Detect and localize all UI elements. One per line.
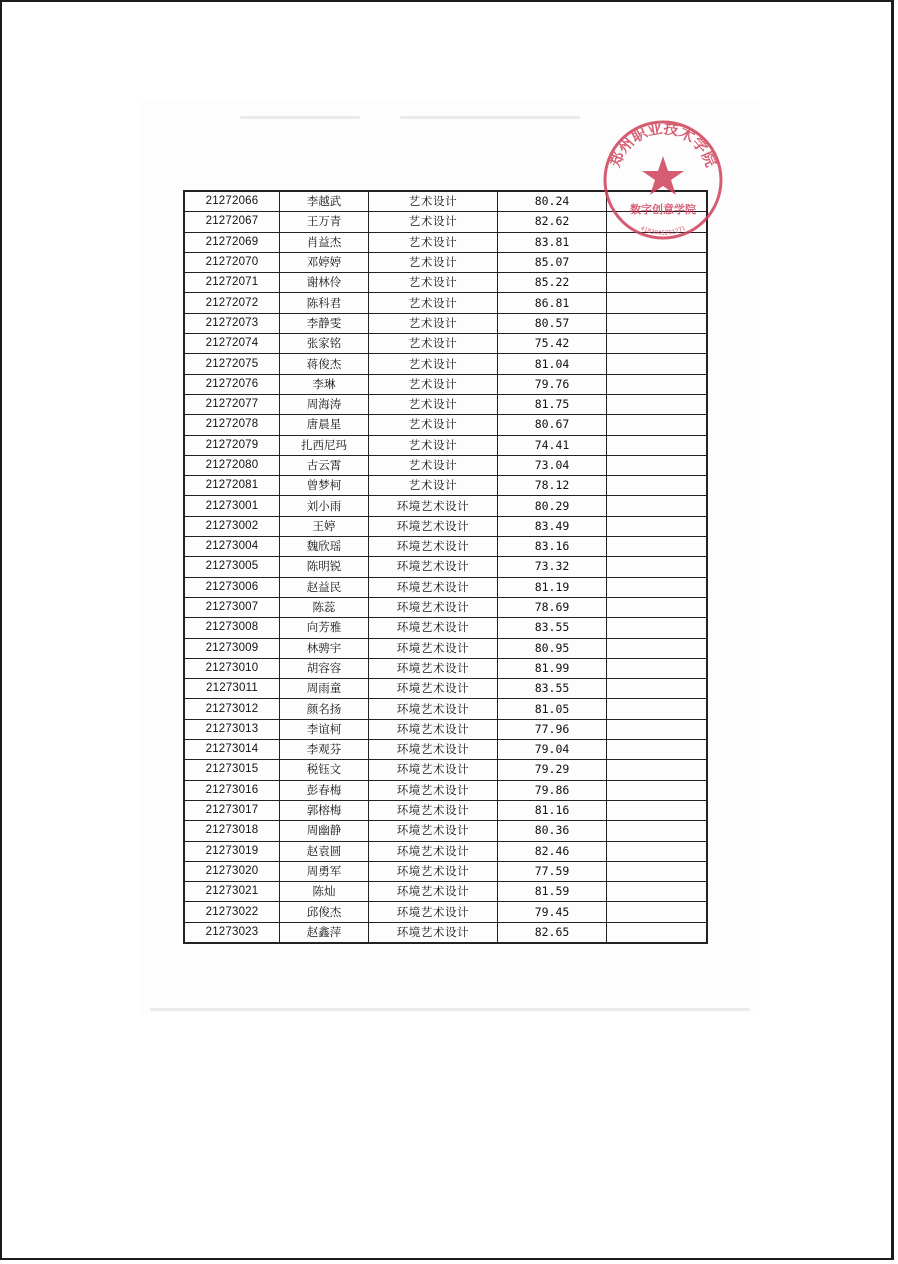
student-name-cell: 陈科君 <box>280 293 369 313</box>
major-cell: 环境艺术设计 <box>369 679 498 699</box>
remark-cell <box>607 313 708 333</box>
seal-dept-name: 数字创意学院 <box>630 203 696 216</box>
major-cell: 环境艺术设计 <box>369 882 498 902</box>
student-name-cell: 古云霄 <box>280 455 369 475</box>
seal-org-name: 郑州职业技术学院 <box>605 119 721 170</box>
student-id-cell: 21272070 <box>184 252 280 272</box>
student-id-cell: 21272066 <box>184 191 280 212</box>
student-id-cell: 21273021 <box>184 882 280 902</box>
student-id-cell: 21273023 <box>184 922 280 943</box>
score-cell: 81.75 <box>498 394 607 414</box>
score-cell: 85.07 <box>498 252 607 272</box>
remark-cell <box>607 334 708 354</box>
student-id-cell: 21273001 <box>184 496 280 516</box>
student-name-cell: 李琳 <box>280 374 369 394</box>
student-name-cell: 魏欣瑶 <box>280 537 369 557</box>
student-name-cell: 邓婷婷 <box>280 252 369 272</box>
table-row <box>184 618 707 638</box>
major-cell: 艺术设计 <box>369 435 498 455</box>
remark-cell <box>607 476 708 496</box>
score-cell: 74.41 <box>498 435 607 455</box>
remark-cell <box>607 374 708 394</box>
grade-table <box>183 190 708 944</box>
score-cell: 79.76 <box>498 374 607 394</box>
remark-cell <box>607 780 708 800</box>
student-id-cell: 21273010 <box>184 658 280 678</box>
student-name-cell: 向芳雅 <box>280 618 369 638</box>
table-row <box>184 334 707 354</box>
student-id-cell: 21273009 <box>184 638 280 658</box>
major-cell: 环境艺术设计 <box>369 557 498 577</box>
table-row <box>184 496 707 516</box>
major-cell: 环境艺术设计 <box>369 861 498 881</box>
major-cell: 艺术设计 <box>369 252 498 272</box>
major-cell: 艺术设计 <box>369 394 498 414</box>
student-name-cell: 曾梦柯 <box>280 476 369 496</box>
student-id-cell: 21272081 <box>184 476 280 496</box>
student-id-cell: 21272072 <box>184 293 280 313</box>
score-cell: 81.16 <box>498 800 607 820</box>
remark-cell <box>607 597 708 617</box>
scan-smudge <box>150 1008 750 1011</box>
score-cell: 81.19 <box>498 577 607 597</box>
major-cell: 环境艺术设计 <box>369 618 498 638</box>
major-cell: 环境艺术设计 <box>369 800 498 820</box>
student-name-cell: 周海涛 <box>280 394 369 414</box>
table-row <box>184 415 707 435</box>
table-row <box>184 861 707 881</box>
table-row <box>184 740 707 760</box>
student-id-cell: 21273005 <box>184 557 280 577</box>
table-row <box>184 658 707 678</box>
remark-cell <box>607 922 708 943</box>
score-cell: 81.05 <box>498 699 607 719</box>
remark-cell <box>607 557 708 577</box>
major-cell: 环境艺术设计 <box>369 699 498 719</box>
table-row <box>184 394 707 414</box>
remark-cell <box>607 760 708 780</box>
table-row <box>184 516 707 536</box>
major-cell: 环境艺术设计 <box>369 841 498 861</box>
student-name-cell: 赵袁圆 <box>280 841 369 861</box>
table-row <box>184 435 707 455</box>
table-row <box>184 374 707 394</box>
table-row <box>184 760 707 780</box>
score-cell: 86.81 <box>498 293 607 313</box>
table-row <box>184 537 707 557</box>
remark-cell <box>607 740 708 760</box>
student-name-cell: 扎西尼玛 <box>280 435 369 455</box>
score-cell: 85.22 <box>498 273 607 293</box>
score-cell: 79.04 <box>498 740 607 760</box>
major-cell: 艺术设计 <box>369 334 498 354</box>
student-id-cell: 21272076 <box>184 374 280 394</box>
student-id-cell: 21272080 <box>184 455 280 475</box>
table-row <box>184 638 707 658</box>
score-cell: 82.46 <box>498 841 607 861</box>
major-cell: 艺术设计 <box>369 191 498 212</box>
major-cell: 环境艺术设计 <box>369 577 498 597</box>
table-row <box>184 719 707 739</box>
grade-table-body <box>184 191 707 943</box>
remark-cell <box>607 577 708 597</box>
remark-cell <box>607 821 708 841</box>
student-name-cell: 肖益杰 <box>280 232 369 252</box>
student-name-cell: 李越武 <box>280 191 369 212</box>
remark-cell <box>607 719 708 739</box>
major-cell: 艺术设计 <box>369 415 498 435</box>
score-cell: 83.55 <box>498 679 607 699</box>
student-name-cell: 陈明锐 <box>280 557 369 577</box>
remark-cell <box>607 800 708 820</box>
student-name-cell: 谢林伶 <box>280 273 369 293</box>
major-cell: 环境艺术设计 <box>369 638 498 658</box>
score-cell: 82.65 <box>498 922 607 943</box>
student-id-cell: 21272069 <box>184 232 280 252</box>
score-cell: 80.57 <box>498 313 607 333</box>
score-cell: 80.29 <box>498 496 607 516</box>
student-id-cell: 21272079 <box>184 435 280 455</box>
major-cell: 环境艺术设计 <box>369 780 498 800</box>
remark-cell <box>607 537 708 557</box>
remark-cell <box>607 455 708 475</box>
student-name-cell: 王婷 <box>280 516 369 536</box>
score-cell: 82.62 <box>498 212 607 232</box>
score-cell: 73.32 <box>498 557 607 577</box>
score-cell: 83.49 <box>498 516 607 536</box>
student-id-cell: 21272077 <box>184 394 280 414</box>
remark-cell <box>607 658 708 678</box>
student-id-cell: 21273014 <box>184 740 280 760</box>
table-row <box>184 699 707 719</box>
score-cell: 77.59 <box>498 861 607 881</box>
table-row <box>184 354 707 374</box>
table-row <box>184 800 707 820</box>
scan-smudge <box>400 116 580 119</box>
student-id-cell: 21273018 <box>184 821 280 841</box>
remark-cell <box>607 882 708 902</box>
major-cell: 艺术设计 <box>369 313 498 333</box>
student-id-cell: 21273016 <box>184 780 280 800</box>
table-row <box>184 455 707 475</box>
student-id-cell: 21273015 <box>184 760 280 780</box>
student-name-cell: 李静雯 <box>280 313 369 333</box>
table-row <box>184 882 707 902</box>
remark-cell <box>607 191 708 212</box>
major-cell: 环境艺术设计 <box>369 597 498 617</box>
student-id-cell: 21273017 <box>184 800 280 820</box>
remark-cell <box>607 679 708 699</box>
table-row <box>184 273 707 293</box>
remark-cell <box>607 516 708 536</box>
remark-cell <box>607 415 708 435</box>
major-cell: 环境艺术设计 <box>369 537 498 557</box>
student-id-cell: 21272078 <box>184 415 280 435</box>
remark-cell <box>607 861 708 881</box>
student-name-cell: 郭榕梅 <box>280 800 369 820</box>
score-cell: 79.86 <box>498 780 607 800</box>
score-cell: 80.24 <box>498 191 607 212</box>
student-name-cell: 唐晨星 <box>280 415 369 435</box>
score-cell: 83.55 <box>498 618 607 638</box>
score-cell: 83.16 <box>498 537 607 557</box>
major-cell: 艺术设计 <box>369 354 498 374</box>
score-cell: 73.04 <box>498 455 607 475</box>
table-row <box>184 293 707 313</box>
major-cell: 艺术设计 <box>369 293 498 313</box>
score-cell: 80.67 <box>498 415 607 435</box>
student-name-cell: 周幽静 <box>280 821 369 841</box>
remark-cell <box>607 638 708 658</box>
remark-cell <box>607 699 708 719</box>
major-cell: 环境艺术设计 <box>369 658 498 678</box>
student-name-cell: 陈灿 <box>280 882 369 902</box>
major-cell: 艺术设计 <box>369 476 498 496</box>
student-name-cell: 李谊柯 <box>280 719 369 739</box>
student-id-cell: 21273019 <box>184 841 280 861</box>
score-cell: 80.95 <box>498 638 607 658</box>
table-row <box>184 821 707 841</box>
student-id-cell: 21273011 <box>184 679 280 699</box>
major-cell: 环境艺术设计 <box>369 719 498 739</box>
student-id-cell: 21273013 <box>184 719 280 739</box>
student-name-cell: 周勇军 <box>280 861 369 881</box>
major-cell: 艺术设计 <box>369 232 498 252</box>
score-cell: 75.42 <box>498 334 607 354</box>
score-cell: 79.29 <box>498 760 607 780</box>
student-name-cell: 林骋宇 <box>280 638 369 658</box>
student-id-cell: 21272075 <box>184 354 280 374</box>
major-cell: 艺术设计 <box>369 273 498 293</box>
score-cell: 80.36 <box>498 821 607 841</box>
student-name-cell: 邱俊杰 <box>280 902 369 922</box>
major-cell: 环境艺术设计 <box>369 760 498 780</box>
remark-cell <box>607 273 708 293</box>
remark-cell <box>607 496 708 516</box>
remark-cell <box>607 902 708 922</box>
student-id-cell: 21273012 <box>184 699 280 719</box>
student-id-cell: 21273007 <box>184 597 280 617</box>
student-name-cell: 颜名扬 <box>280 699 369 719</box>
student-name-cell: 王万青 <box>280 212 369 232</box>
table-row <box>184 577 707 597</box>
student-name-cell: 陈蕊 <box>280 597 369 617</box>
student-name-cell: 胡容容 <box>280 658 369 678</box>
student-id-cell: 21273008 <box>184 618 280 638</box>
score-cell: 78.12 <box>498 476 607 496</box>
table-row <box>184 191 707 212</box>
student-id-cell: 21273006 <box>184 577 280 597</box>
remark-cell <box>607 212 708 232</box>
scan-smudge <box>240 116 360 119</box>
remark-cell <box>607 354 708 374</box>
score-cell: 79.45 <box>498 902 607 922</box>
table-row <box>184 232 707 252</box>
student-id-cell: 21272071 <box>184 273 280 293</box>
student-id-cell: 21272074 <box>184 334 280 354</box>
student-id-cell: 21273022 <box>184 902 280 922</box>
remark-cell <box>607 232 708 252</box>
table-row <box>184 679 707 699</box>
major-cell: 环境艺术设计 <box>369 740 498 760</box>
score-cell: 81.04 <box>498 354 607 374</box>
remark-cell <box>607 618 708 638</box>
table-row <box>184 557 707 577</box>
score-cell: 81.99 <box>498 658 607 678</box>
table-row <box>184 597 707 617</box>
student-name-cell: 赵益民 <box>280 577 369 597</box>
score-cell: 78.69 <box>498 597 607 617</box>
major-cell: 环境艺术设计 <box>369 902 498 922</box>
major-cell: 环境艺术设计 <box>369 821 498 841</box>
major-cell: 艺术设计 <box>369 455 498 475</box>
table-row <box>184 841 707 861</box>
student-id-cell: 21272067 <box>184 212 280 232</box>
student-id-cell: 21273020 <box>184 861 280 881</box>
student-name-cell: 李观芬 <box>280 740 369 760</box>
table-row <box>184 476 707 496</box>
major-cell: 环境艺术设计 <box>369 922 498 943</box>
score-cell: 77.96 <box>498 719 607 739</box>
remark-cell <box>607 435 708 455</box>
score-cell: 83.81 <box>498 232 607 252</box>
table-row <box>184 902 707 922</box>
student-name-cell: 张家铭 <box>280 334 369 354</box>
student-id-cell: 21273004 <box>184 537 280 557</box>
remark-cell <box>607 293 708 313</box>
table-row <box>184 313 707 333</box>
student-name-cell: 刘小雨 <box>280 496 369 516</box>
major-cell: 艺术设计 <box>369 374 498 394</box>
remark-cell <box>607 394 708 414</box>
table-row <box>184 212 707 232</box>
student-name-cell: 蒋俊杰 <box>280 354 369 374</box>
student-id-cell: 21273002 <box>184 516 280 536</box>
table-row <box>184 252 707 272</box>
major-cell: 艺术设计 <box>369 212 498 232</box>
student-name-cell: 税钰文 <box>280 760 369 780</box>
student-name-cell: 彭春梅 <box>280 780 369 800</box>
score-cell: 81.59 <box>498 882 607 902</box>
major-cell: 环境艺术设计 <box>369 496 498 516</box>
remark-cell <box>607 841 708 861</box>
student-id-cell: 21272073 <box>184 313 280 333</box>
seal-serial: 4103045211271 <box>639 224 687 237</box>
student-name-cell: 赵鑫萍 <box>280 922 369 943</box>
table-row <box>184 922 707 943</box>
remark-cell <box>607 252 708 272</box>
student-name-cell: 周雨童 <box>280 679 369 699</box>
major-cell: 环境艺术设计 <box>369 516 498 536</box>
table-row <box>184 780 707 800</box>
